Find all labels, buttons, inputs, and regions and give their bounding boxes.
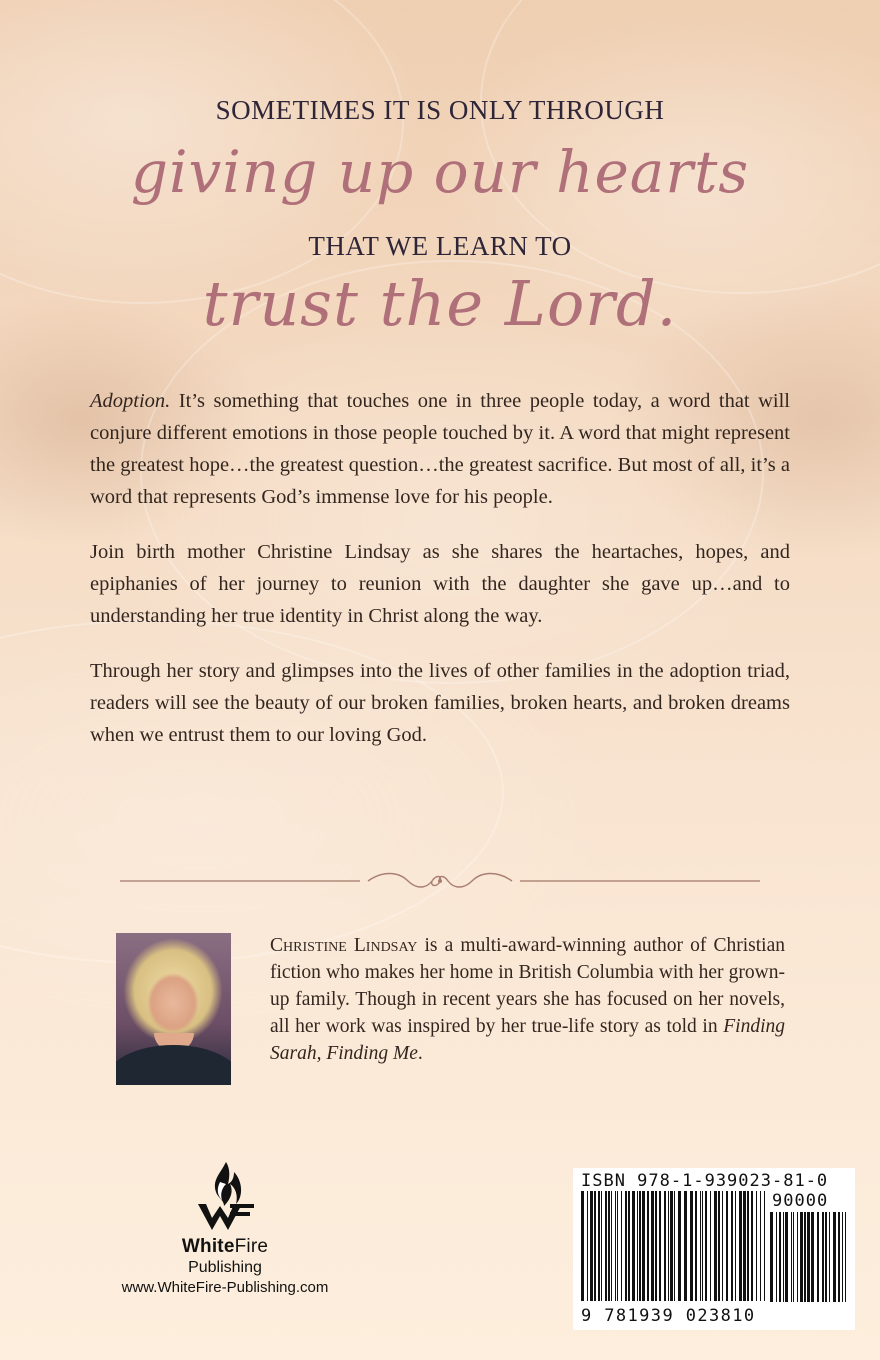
barcode-bar bbox=[674, 1191, 675, 1301]
barcode-bar bbox=[637, 1191, 638, 1301]
barcode-bar bbox=[739, 1191, 742, 1301]
barcode-bar bbox=[628, 1191, 630, 1301]
barcode-bar bbox=[756, 1191, 757, 1301]
barcode-bar bbox=[625, 1191, 627, 1301]
barcode-bar bbox=[800, 1212, 803, 1302]
barcode-bar bbox=[632, 1191, 635, 1301]
tagline-line-1: SOMETIMES IT IS ONLY THROUGH bbox=[215, 95, 665, 125]
tagline-line-2: THAT WE LEARN TO bbox=[308, 231, 572, 261]
barcode-bar bbox=[647, 1191, 649, 1301]
barcode-bar bbox=[601, 1191, 602, 1301]
price-code: 90000 bbox=[772, 1191, 829, 1211]
author-bio-end: . bbox=[417, 1043, 423, 1064]
barcode-bar bbox=[833, 1212, 836, 1302]
barcode-bar bbox=[678, 1191, 681, 1301]
barcode-bar bbox=[822, 1212, 824, 1302]
barcode-bar bbox=[617, 1191, 618, 1301]
publisher-logo bbox=[100, 1160, 350, 1296]
barcode-bar bbox=[670, 1191, 673, 1301]
barcode-bar bbox=[785, 1212, 788, 1302]
barcode-bar bbox=[776, 1212, 777, 1302]
flame-icon bbox=[190, 1160, 260, 1232]
barcode-bar bbox=[825, 1212, 827, 1302]
barcode-bar bbox=[731, 1191, 733, 1301]
barcode-bar bbox=[587, 1191, 588, 1301]
barcode-bar bbox=[668, 1191, 669, 1301]
barcode-bar bbox=[726, 1191, 728, 1301]
isbn-number: ISBN 978-1-939023-81-0 bbox=[581, 1171, 829, 1191]
barcode-bar bbox=[747, 1191, 749, 1301]
description-paragraph-2: Join birth mother Christine Lindsay as she shares the heartaches, hopes, and epiphanies of her journey to reunion with the daughter she gave up…and to understanding her true identity in Christ along the way. bbox=[90, 541, 790, 627]
barcode-bar bbox=[615, 1191, 616, 1301]
barcode-bar bbox=[811, 1212, 814, 1302]
author-photo-shoulders bbox=[116, 1045, 231, 1085]
author-bio bbox=[270, 932, 785, 1067]
barcode-bar bbox=[764, 1191, 765, 1301]
barcode-bar bbox=[804, 1212, 806, 1302]
barcode-bar bbox=[829, 1212, 830, 1302]
barcode-bar bbox=[639, 1191, 641, 1301]
barcode-bar bbox=[817, 1212, 819, 1302]
barcode-bar bbox=[655, 1191, 657, 1301]
ean-barcode-bars bbox=[581, 1191, 767, 1307]
barcode-bar bbox=[722, 1191, 723, 1301]
barcode-bar bbox=[842, 1212, 843, 1302]
barcode-bar bbox=[705, 1191, 707, 1301]
barcode-bar bbox=[845, 1212, 846, 1302]
barcode-bar bbox=[659, 1191, 661, 1301]
book-title: Finding Sarah, Finding Me bbox=[270, 1016, 785, 1064]
publisher-name-bold: White bbox=[181, 1236, 235, 1257]
barcode-bar bbox=[702, 1191, 703, 1301]
barcode-bar bbox=[700, 1191, 701, 1301]
barcode-bar bbox=[581, 1191, 584, 1301]
publisher-name-light: Fire bbox=[234, 1236, 269, 1257]
barcode-bar bbox=[743, 1191, 746, 1301]
barcode-bar bbox=[760, 1191, 761, 1301]
description-paragraph-1-text: It’s something that touches one in three people today, a word that will conjure different emotions in those people touched by it. A word that might represent the greatest hope…the greatest question…the greatest sacrifice. But most of all, it’s a word that represents God’s immense love for his people. bbox=[90, 390, 790, 508]
barcode-bar bbox=[651, 1191, 654, 1301]
barcode-bar bbox=[838, 1212, 840, 1302]
barcode-bar bbox=[695, 1191, 697, 1301]
tagline-script-line-2: trust the Lord. bbox=[202, 267, 678, 340]
barcode-bar bbox=[590, 1191, 593, 1301]
publisher-name bbox=[100, 1236, 350, 1258]
barcode-bar bbox=[793, 1212, 794, 1302]
barcode-bar bbox=[710, 1191, 711, 1301]
barcode-bar bbox=[621, 1191, 622, 1301]
barcode-bar bbox=[684, 1191, 687, 1301]
barcode-bar bbox=[642, 1191, 645, 1301]
barcode-bar bbox=[797, 1212, 798, 1302]
publisher-url: www.WhiteFire-Publishing.com bbox=[121, 1279, 329, 1296]
barcode-bar bbox=[735, 1191, 736, 1301]
barcode-bar bbox=[594, 1191, 596, 1301]
barcode-bar bbox=[791, 1212, 792, 1302]
description-paragraph-3: Through her story and glimpses into the lives of other families in the adoption triad, readers will see the beauty of our broken families, broken hearts, and broken dreams when we entrust them to our loving God. bbox=[90, 660, 790, 746]
description-paragraph-1 bbox=[90, 385, 790, 513]
author-bio-text: is a multi-award-winning author of Christian fiction who makes her home in British Columbia with her grown-up family. Though in recent years she has focused on her novels, all her work was inspired by her true-life story as told in bbox=[270, 935, 785, 1037]
barcode-bar bbox=[664, 1191, 666, 1301]
adoption-lead-word: Adoption. bbox=[90, 390, 171, 412]
publisher-subtitle: Publishing bbox=[188, 1259, 262, 1276]
barcode-bar bbox=[779, 1212, 781, 1302]
barcode-bar bbox=[718, 1191, 720, 1301]
barcode-bar bbox=[598, 1191, 600, 1301]
author-photo bbox=[116, 933, 231, 1085]
barcode-bar bbox=[605, 1191, 607, 1301]
barcode-bar bbox=[783, 1212, 784, 1302]
barcode-bar bbox=[807, 1212, 810, 1302]
barcode-bar bbox=[770, 1212, 773, 1302]
barcode-bar bbox=[690, 1191, 693, 1301]
barcode-bar bbox=[611, 1191, 612, 1301]
isbn-barcode bbox=[573, 1168, 855, 1330]
addon-barcode-bars bbox=[770, 1212, 848, 1307]
ean-digits: 9 781939 023810 bbox=[581, 1306, 756, 1326]
tagline-script-line-1: giving up our hearts bbox=[130, 138, 750, 206]
barcode-bar bbox=[714, 1191, 717, 1301]
barcode-bar bbox=[751, 1191, 753, 1301]
barcode-bar bbox=[608, 1191, 610, 1301]
author-name: Christine Lindsay bbox=[270, 935, 418, 956]
book-description bbox=[90, 385, 790, 774]
ornamental-divider bbox=[120, 868, 760, 892]
